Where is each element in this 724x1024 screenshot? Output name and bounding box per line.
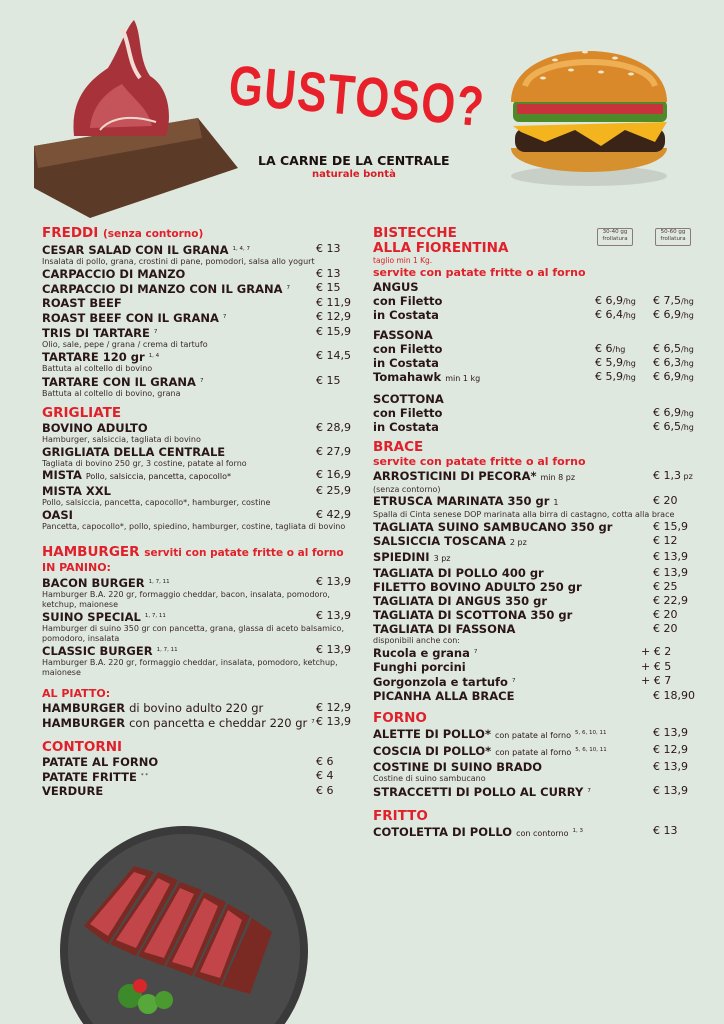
item-detail: di bovino adulto 220 gr bbox=[129, 701, 264, 715]
menu-item bbox=[42, 701, 358, 715]
menu-item bbox=[42, 374, 358, 389]
bistecche-list bbox=[373, 280, 703, 434]
item-name: in Costata bbox=[373, 419, 439, 434]
menu-item bbox=[373, 660, 703, 674]
item-note: con contorno bbox=[516, 828, 569, 838]
menu-item bbox=[373, 406, 703, 420]
item-price: € 6 bbox=[316, 784, 334, 797]
item-description: Spalla di Cinta senese DOP marinata alla birra di castagno, cotta alla brace bbox=[373, 510, 675, 519]
group-name: ANGUS bbox=[373, 279, 419, 294]
price-unit: /hg bbox=[681, 310, 694, 320]
allergen-codes: 1, 3 bbox=[572, 827, 583, 834]
item-name: STRACCETTI DI POLLO AL CURRY bbox=[373, 784, 584, 799]
price-unit: /hg bbox=[681, 344, 694, 354]
menu-item bbox=[373, 370, 703, 386]
item-name: ROAST BEEF bbox=[42, 295, 122, 310]
price-50-60: € 6,9/hg bbox=[653, 307, 694, 321]
item-description: Hamburger B.A. 220 gr, formaggio cheddar, insalata, pomodoro, ketchup, maionese bbox=[42, 658, 338, 677]
menu-item bbox=[42, 784, 358, 798]
price-50-60: € 6,9/hg bbox=[653, 405, 694, 419]
item-name: COSTINE DI SUINO BRADO bbox=[373, 760, 543, 774]
item-description: disponibili anche con: bbox=[373, 635, 460, 645]
item-name: con Filetto bbox=[373, 405, 443, 420]
item-name: Rucola e grana bbox=[373, 646, 470, 660]
item-name: TAGLIATA DI SCOTTONA 350 gr bbox=[373, 607, 573, 622]
price-30-40: € 6/hg bbox=[595, 341, 626, 355]
item-name: TAGLIATA DI FASSONA bbox=[373, 621, 516, 636]
item-name: PATATE FRITTE bbox=[42, 770, 137, 784]
allergen-codes: 1, 4 bbox=[148, 353, 160, 359]
item-name: ROAST BEEF CON IL GRANA bbox=[42, 310, 219, 325]
allergen-codes: 1, 7, 11 bbox=[144, 613, 166, 619]
item-price: € 25,9 bbox=[316, 484, 351, 497]
item-name: OASI bbox=[42, 507, 73, 522]
price-unit: /hg bbox=[623, 296, 636, 306]
price-50-60: € 6,9/hg bbox=[653, 369, 694, 383]
burger-image bbox=[505, 30, 675, 190]
item-name: ALETTE DI POLLO* bbox=[373, 727, 491, 741]
piatto-list bbox=[42, 701, 358, 730]
menu-item bbox=[42, 325, 358, 340]
hamburger-heading: HAMBURGER serviti con patate fritte o al forno bbox=[42, 544, 344, 560]
item-name: FILETTO BOVINO ADULTO 250 gr bbox=[373, 579, 582, 594]
item-price: € 20 bbox=[653, 607, 678, 621]
item-price: € 12,9 bbox=[316, 701, 351, 714]
item-note: 3 pz bbox=[433, 553, 451, 563]
item-price: € 12,9 bbox=[316, 309, 351, 323]
menu-subtitle: LA CARNE DE LA CENTRALE bbox=[258, 153, 450, 168]
item-name: BOVINO ADULTO bbox=[42, 421, 148, 435]
item-name: ETRUSCA MARINATA 350 gr bbox=[373, 494, 550, 508]
menu-item bbox=[42, 445, 358, 459]
item-name: CESAR SALAD CON IL GRANA bbox=[42, 243, 229, 257]
item-price: € 4 bbox=[316, 769, 334, 782]
allergen-codes: 7 bbox=[222, 313, 227, 320]
price-50-60: € 6,3/hg bbox=[653, 355, 694, 369]
menu-item bbox=[373, 645, 703, 660]
item-description: Tagliata di bovino 250 gr, 3 costine, patate al forno bbox=[42, 458, 247, 468]
item-name: TARTARE CON IL GRANA bbox=[42, 374, 196, 389]
item-price: € 13,9 bbox=[316, 609, 351, 622]
item-name: MISTA bbox=[42, 468, 82, 482]
menu-item bbox=[373, 608, 703, 622]
menu-item bbox=[42, 508, 358, 522]
item-price: € 13 bbox=[653, 823, 678, 837]
item-price: € 15,9 bbox=[653, 519, 688, 533]
left-column bbox=[42, 226, 358, 798]
menu-item bbox=[373, 356, 703, 370]
item-price: € 14,5 bbox=[316, 349, 351, 362]
steak-board-image bbox=[30, 18, 240, 223]
item-price: € 13,9 bbox=[316, 715, 351, 728]
item-price: € 11,9 bbox=[316, 295, 351, 309]
item-price: € 13,9 bbox=[653, 565, 688, 579]
menu-tagline: naturale bontà bbox=[312, 169, 396, 180]
menu-item bbox=[42, 421, 358, 435]
item-name: CARPACCIO DI MANZO CON IL GRANA bbox=[42, 281, 283, 296]
item-price: € 13,9 bbox=[653, 549, 688, 563]
bistecche-min: taglio min 1 Kg. bbox=[373, 256, 433, 265]
forno-list bbox=[373, 726, 703, 799]
menu-item bbox=[42, 769, 358, 784]
price-50-60: € 6,5/hg bbox=[653, 341, 694, 355]
menu-item bbox=[373, 520, 703, 534]
contorni-list bbox=[42, 755, 358, 798]
item-price: € 25 bbox=[653, 579, 678, 593]
item-name: TAGLIATA DI ANGUS 350 gr bbox=[373, 593, 548, 608]
item-price: € 13 bbox=[316, 266, 341, 280]
menu-item bbox=[42, 575, 358, 590]
item-name: PATATE AL FORNO bbox=[42, 755, 159, 769]
group-name: SCOTTONA bbox=[373, 391, 444, 406]
menu-title: GUSTOSO? bbox=[226, 52, 488, 139]
item-price: € 15 bbox=[316, 373, 341, 387]
item-name: COSCIA DI POLLO* bbox=[373, 744, 492, 758]
item-price: € 42,9 bbox=[316, 507, 351, 521]
menu-item bbox=[373, 784, 703, 799]
menu-item bbox=[373, 824, 703, 841]
item-price: € 13,9 bbox=[316, 643, 351, 656]
item-name: HAMBURGER bbox=[42, 716, 126, 730]
menu-item bbox=[42, 296, 358, 310]
allergen-codes: 7 bbox=[587, 787, 591, 794]
item-price: € 12,9 bbox=[653, 743, 688, 756]
item-price: € 20 bbox=[653, 494, 678, 507]
menu-item bbox=[42, 281, 358, 296]
item-price: + € 2 bbox=[641, 645, 672, 658]
allergen-codes: 5, 6, 10, 11 bbox=[575, 747, 607, 753]
menu-item bbox=[373, 566, 703, 580]
item-name: TAGLIATA SUINO SAMBUCANO 350 gr bbox=[373, 519, 613, 534]
item-name: in Costata bbox=[373, 307, 439, 322]
item-note: con patate al forno bbox=[494, 731, 572, 740]
menu-item bbox=[373, 594, 703, 608]
item-price: € 13,9 bbox=[316, 575, 351, 588]
item-name: COTOLETTA DI POLLO bbox=[373, 824, 513, 839]
item-name: con Filetto bbox=[373, 293, 443, 308]
frollatura-badge-30-40: 30-40 gg frollatura bbox=[597, 228, 633, 246]
item-detail: con pancetta e cheddar 220 gr bbox=[129, 716, 308, 730]
freddi-list bbox=[42, 242, 358, 398]
item-name: Tomahawk bbox=[373, 369, 442, 384]
menu-item bbox=[373, 622, 703, 636]
menu-item bbox=[42, 468, 358, 484]
item-name: SPIEDINI bbox=[373, 549, 430, 564]
item-name: GRIGLIATA DELLA CENTRALE bbox=[42, 444, 226, 459]
price-30-40: € 6,4/hg bbox=[595, 307, 636, 321]
allergen-codes: 7 bbox=[311, 719, 315, 725]
price-30-40: € 6,9/hg bbox=[595, 293, 636, 307]
addon-list bbox=[373, 645, 703, 689]
item-description: Olio, sale, pepe / grana / crema di tartufo bbox=[42, 339, 208, 349]
item-note: con patate al forno bbox=[495, 748, 572, 757]
price-unit: /hg bbox=[681, 358, 694, 368]
menu-item bbox=[42, 349, 358, 364]
sliced-steak-plate-image bbox=[60, 826, 310, 1024]
item-note: min 8 pz bbox=[540, 472, 576, 482]
allergen-codes: 1, 7, 11 bbox=[156, 647, 178, 653]
item-description: Pancetta, capocollo*, pollo, spiedino, hamburger, costine, tagliata di bovino bbox=[42, 521, 346, 531]
allergen-codes: 7 bbox=[199, 377, 204, 384]
menu-item bbox=[42, 242, 358, 257]
contorni-heading: CONTORNI bbox=[42, 739, 123, 755]
item-description: Hamburger, salsiccia, tagliata di bovino bbox=[42, 435, 201, 444]
item-name: CLASSIC BURGER bbox=[42, 644, 153, 658]
brace-heading: BRACE bbox=[373, 438, 424, 455]
item-name: con Filetto bbox=[373, 341, 443, 356]
item-name: SALSICCIA TOSCANA bbox=[373, 533, 506, 548]
item-name: CARPACCIO DI MANZO bbox=[42, 266, 186, 281]
menu-item bbox=[373, 308, 703, 322]
fritto-heading: FRITTO bbox=[373, 807, 428, 824]
panino-list bbox=[42, 575, 358, 677]
price-50-60: € 6,5/hg bbox=[653, 419, 694, 433]
menu-item bbox=[42, 484, 358, 498]
allergen-codes: 7 bbox=[153, 328, 158, 335]
menu-item: PICANHA ALLA BRACE € 18,90 bbox=[373, 689, 695, 703]
price-30-40: € 5,9/hg bbox=[595, 369, 636, 383]
price-unit: /hg bbox=[623, 372, 636, 382]
item-price: € 15 bbox=[316, 280, 341, 294]
brace-served: servite con patate fritte o al forno bbox=[373, 454, 586, 468]
price-50-60: € 7,5/hg bbox=[653, 293, 694, 307]
price-unit: /hg bbox=[623, 310, 636, 320]
price-30-40: € 5,9/hg bbox=[595, 355, 636, 369]
item-price: € 1,3 pz bbox=[653, 468, 693, 482]
right-column bbox=[373, 226, 703, 841]
item-description: Costine di suino sambucano bbox=[373, 774, 486, 783]
group-name: FASSONA bbox=[373, 327, 433, 342]
menu-item bbox=[373, 743, 703, 760]
item-price: € 13,9 bbox=[653, 760, 688, 773]
allergen-codes: 7 bbox=[286, 284, 291, 291]
menu-item bbox=[42, 643, 358, 658]
item-description: Pollo, salsiccia, pancetta, capocollo*, hamburger, costine bbox=[42, 498, 271, 507]
menu-item bbox=[373, 294, 703, 308]
bistecche-served: servite con patate fritte o al forno bbox=[373, 265, 586, 279]
item-name: TAGLIATA DI POLLO 400 gr bbox=[373, 565, 544, 580]
brace-list bbox=[373, 469, 703, 646]
item-price: € 13,9 bbox=[653, 726, 688, 739]
item-price: € 28,9 bbox=[316, 421, 351, 434]
grigliate-heading: GRIGLIATE bbox=[42, 405, 122, 421]
price-unit: /hg bbox=[681, 372, 694, 382]
price-unit: /hg bbox=[681, 408, 694, 418]
item-name: in Costata bbox=[373, 355, 439, 370]
menu-item bbox=[373, 534, 703, 550]
item-note: Pollo, salsiccia, pancetta, capocollo* bbox=[85, 472, 231, 481]
menu-item bbox=[373, 550, 703, 566]
in-panino-label: IN PANINO: bbox=[42, 561, 111, 574]
item-description: Hamburger di suino 350 gr con pancetta, grana, glassa di aceto balsamico, pomodoro, insalata bbox=[42, 624, 344, 643]
item-name: Funghi porcini bbox=[373, 660, 466, 674]
item-price: € 13 bbox=[316, 242, 341, 255]
al-piatto-label: AL PIATTO: bbox=[42, 687, 111, 700]
price-unit: /hg bbox=[681, 296, 694, 306]
item-price: € 20 bbox=[653, 621, 678, 635]
item-name: SUINO SPECIAL bbox=[42, 610, 141, 624]
allergen-codes: 5, 6, 10, 11 bbox=[575, 730, 607, 736]
item-price: + € 7 bbox=[641, 674, 672, 687]
allergen-codes: 1, 7, 11 bbox=[148, 579, 170, 585]
menu-item bbox=[42, 267, 358, 281]
item-name: BACON BURGER bbox=[42, 576, 145, 590]
frollatura-badge-50-60: 50-60 gg frollatura bbox=[655, 228, 691, 246]
bistecche-heading: BISTECCHE ALLA FIORENTINA bbox=[373, 225, 509, 256]
menu-item bbox=[373, 494, 703, 510]
menu-item bbox=[42, 609, 358, 624]
grigliate-list bbox=[42, 421, 358, 531]
item-price: + € 5 bbox=[641, 660, 672, 673]
price-unit: /hg bbox=[681, 422, 694, 432]
menu-item bbox=[373, 726, 703, 743]
allergen-codes: 7 bbox=[473, 649, 478, 655]
item-name: Gorgonzola e tartufo bbox=[373, 675, 508, 689]
item-price: € 27,9 bbox=[316, 444, 351, 458]
item-price: € 12 bbox=[653, 533, 678, 547]
menu-item bbox=[373, 420, 703, 434]
item-name: HAMBURGER bbox=[42, 701, 126, 715]
item-note: 2 pz bbox=[509, 537, 527, 547]
forno-heading: FORNO bbox=[373, 710, 427, 726]
item-description: (senza contorno) bbox=[373, 484, 441, 494]
item-description: Battuta al coltello di bovino bbox=[42, 364, 153, 373]
item-description: Hamburger B.A. 220 gr, formaggio cheddar, bacon, insalata, pomodoro, ketchup, maionese bbox=[42, 590, 330, 609]
menu-item bbox=[373, 342, 703, 356]
menu-item bbox=[42, 715, 358, 730]
price-unit: /hg bbox=[612, 344, 626, 354]
menu-item bbox=[373, 580, 703, 594]
item-name: MISTA XXL bbox=[42, 484, 111, 498]
allergen-codes: 1, 4, 7 bbox=[232, 246, 250, 252]
menu-item bbox=[373, 760, 703, 774]
price-unit: /hg bbox=[623, 358, 636, 368]
item-description: Battuta al coltello di bovino, grana bbox=[42, 388, 181, 398]
item-price: € 22,9 bbox=[653, 593, 688, 607]
menu-item bbox=[42, 310, 358, 325]
item-description: Insalata di pollo, grana, crostini di pane, pomodori, salsa allo yogurt bbox=[42, 257, 315, 266]
menu-item bbox=[42, 755, 358, 769]
item-name: TRIS DI TARTARE bbox=[42, 325, 150, 340]
allergen-codes: * * bbox=[140, 773, 149, 779]
item-note: min 1 kg bbox=[445, 373, 481, 383]
menu-item bbox=[373, 674, 703, 689]
item-price: € 13,9 bbox=[653, 783, 688, 797]
item-price: € 16,9 bbox=[316, 468, 351, 481]
allergen-codes: 7 bbox=[511, 678, 516, 684]
item-name: VERDURE bbox=[42, 784, 104, 798]
price-unit: pz bbox=[681, 471, 693, 481]
item-name: ARROSTICINI DI PECORA* bbox=[373, 468, 537, 483]
menu-item bbox=[373, 469, 703, 485]
item-name: TARTARE 120 gr bbox=[42, 350, 145, 364]
item-price: € 15,9 bbox=[316, 324, 351, 338]
fritto-list bbox=[373, 824, 703, 841]
item-price: € 6 bbox=[316, 755, 334, 768]
item-note: 1 bbox=[553, 498, 559, 507]
freddi-heading: FREDDI (senza contorno) bbox=[42, 225, 204, 241]
